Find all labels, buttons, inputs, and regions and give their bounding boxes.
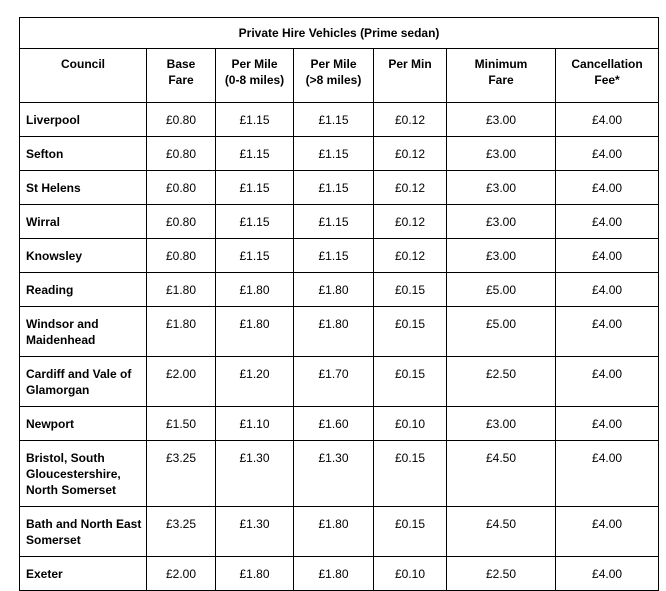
header-per-mile-0-8 (216, 49, 294, 103)
minimum-fare-cell: £3.00 (447, 103, 556, 137)
per-mile-0-8-cell: £1.15 (216, 171, 294, 205)
per-mile-over-8-cell: £1.15 (294, 205, 374, 239)
council-name-cell (20, 407, 147, 441)
council-name-cell (20, 205, 147, 239)
base-fare-cell: £2.00 (147, 357, 216, 407)
cancellation-fee-cell: £4.00 (556, 357, 659, 407)
header-minimum-fare (447, 49, 556, 103)
per-min-cell: £0.15 (374, 307, 447, 357)
cancellation-fee-cell: £4.00 (556, 507, 659, 557)
table-row (20, 137, 659, 171)
base-fare-cell: £2.00 (147, 557, 216, 591)
council-name-cell (20, 103, 147, 137)
minimum-fare-cell: £2.50 (447, 357, 556, 407)
per-mile-0-8-cell: £1.15 (216, 205, 294, 239)
per-min-cell: £0.10 (374, 557, 447, 591)
council-name-cell (20, 557, 147, 591)
cell-text-line: North Somerset (26, 483, 117, 497)
cancellation-fee-cell: £4.00 (556, 171, 659, 205)
per-mile-0-8-cell: £1.30 (216, 441, 294, 507)
per-min-cell: £0.12 (374, 103, 447, 137)
minimum-fare-cell: £3.00 (447, 239, 556, 273)
cell-text-line: Council (61, 57, 105, 71)
per-mile-0-8-cell: £1.20 (216, 357, 294, 407)
base-fare-cell: £3.25 (147, 507, 216, 557)
council-name-cell (20, 307, 147, 357)
per-mile-over-8-cell: £1.80 (294, 307, 374, 357)
per-min-cell: £0.12 (374, 137, 447, 171)
minimum-fare-cell: £4.50 (447, 441, 556, 507)
header-per-min (374, 49, 447, 103)
per-mile-over-8-cell: £1.60 (294, 407, 374, 441)
per-mile-0-8-cell: £1.80 (216, 557, 294, 591)
header-base-fare (147, 49, 216, 103)
cell-text-line: Cardiff and Vale of (26, 367, 132, 381)
base-fare-cell: £1.80 (147, 273, 216, 307)
minimum-fare-cell: £5.00 (447, 273, 556, 307)
per-mile-0-8-cell: £1.80 (216, 273, 294, 307)
fare-table (19, 17, 659, 591)
table-title: Private Hire Vehicles (Prime sedan) (20, 18, 659, 49)
per-min-cell: £0.12 (374, 239, 447, 273)
minimum-fare-cell: £3.00 (447, 205, 556, 239)
cell-text-line: Glamorgan (26, 383, 90, 397)
cell-text-line: Knowsley (26, 249, 83, 263)
minimum-fare-cell: £3.00 (447, 137, 556, 171)
cancellation-fee-cell: £4.00 (556, 205, 659, 239)
cell-text-line: Minimum (474, 57, 528, 71)
cell-text-line: Per Min (388, 57, 432, 71)
council-name-cell (20, 137, 147, 171)
cancellation-fee-cell: £4.00 (556, 239, 659, 273)
per-min-cell: £0.15 (374, 507, 447, 557)
table-row (20, 507, 659, 557)
base-fare-cell: £0.80 (147, 239, 216, 273)
header-council (20, 49, 147, 103)
per-min-cell: £0.15 (374, 357, 447, 407)
cell-text-line: Windsor and (26, 317, 99, 331)
per-min-cell: £0.10 (374, 407, 447, 441)
cell-text-line: (>8 miles) (305, 73, 362, 87)
per-min-cell: £0.12 (374, 205, 447, 239)
table-row (20, 171, 659, 205)
per-mile-0-8-cell: £1.15 (216, 103, 294, 137)
base-fare-cell: £0.80 (147, 171, 216, 205)
table-row (20, 407, 659, 441)
minimum-fare-cell: £3.00 (447, 407, 556, 441)
base-fare-cell: £1.80 (147, 307, 216, 357)
per-mile-0-8-cell: £1.15 (216, 239, 294, 273)
per-mile-over-8-cell: £1.80 (294, 507, 374, 557)
per-mile-0-8-cell: £1.15 (216, 137, 294, 171)
base-fare-cell: £0.80 (147, 137, 216, 171)
per-mile-over-8-cell: £1.15 (294, 171, 374, 205)
per-mile-over-8-cell: £1.80 (294, 557, 374, 591)
council-name-cell (20, 239, 147, 273)
cell-text-line: Bristol, South (26, 451, 105, 465)
table-body (20, 103, 659, 591)
cancellation-fee-cell: £4.00 (556, 137, 659, 171)
base-fare-cell: £0.80 (147, 103, 216, 137)
column-header-row (20, 49, 659, 103)
cell-text-line: Reading (26, 283, 74, 297)
table-row (20, 103, 659, 137)
per-mile-over-8-cell: £1.15 (294, 137, 374, 171)
cancellation-fee-cell: £4.00 (556, 307, 659, 357)
minimum-fare-cell: £5.00 (447, 307, 556, 357)
cancellation-fee-cell: £4.00 (556, 103, 659, 137)
cell-text-line: (0-8 miles) (224, 73, 285, 87)
per-mile-0-8-cell: £1.30 (216, 507, 294, 557)
council-name-cell (20, 357, 147, 407)
cell-text-line: Per Mile (231, 57, 278, 71)
per-mile-0-8-cell: £1.10 (216, 407, 294, 441)
cancellation-fee-cell: £4.00 (556, 441, 659, 507)
cell-text-line: Newport (26, 417, 74, 431)
table-row (20, 205, 659, 239)
per-mile-over-8-cell: £1.30 (294, 441, 374, 507)
cell-text-line: Wirral (26, 215, 60, 229)
per-mile-over-8-cell: £1.15 (294, 239, 374, 273)
header-per-mile-over-8 (294, 49, 374, 103)
table-row (20, 357, 659, 407)
cell-text-line: Bath and North East (26, 517, 142, 531)
cell-text-line: Exeter (26, 567, 63, 581)
cell-text-line: Maidenhead (26, 333, 96, 347)
minimum-fare-cell: £4.50 (447, 507, 556, 557)
council-name-cell (20, 171, 147, 205)
base-fare-cell: £0.80 (147, 205, 216, 239)
minimum-fare-cell: £2.50 (447, 557, 556, 591)
per-min-cell: £0.15 (374, 273, 447, 307)
cancellation-fee-cell: £4.00 (556, 407, 659, 441)
base-fare-cell: £1.50 (147, 407, 216, 441)
cell-text-line: Cancellation (571, 57, 643, 71)
cell-text-line: Base (166, 57, 196, 71)
cell-text-line: Sefton (26, 147, 64, 161)
per-min-cell: £0.12 (374, 171, 447, 205)
council-name-cell (20, 507, 147, 557)
cell-text-line: Liverpool (26, 113, 81, 127)
base-fare-cell: £3.25 (147, 441, 216, 507)
cancellation-fee-cell: £4.00 (556, 273, 659, 307)
cell-text-line: Fare (488, 73, 514, 87)
per-min-cell: £0.15 (374, 441, 447, 507)
per-mile-over-8-cell: £1.80 (294, 273, 374, 307)
table-row (20, 239, 659, 273)
header-cancellation-fee (556, 49, 659, 103)
cell-text-line: Fare (168, 73, 194, 87)
cell-text-line: St Helens (26, 181, 81, 195)
minimum-fare-cell: £3.00 (447, 171, 556, 205)
table-row (20, 273, 659, 307)
table-row (20, 557, 659, 591)
council-name-cell (20, 273, 147, 307)
cancellation-fee-cell: £4.00 (556, 557, 659, 591)
cell-text-line: Gloucestershire, (26, 467, 121, 481)
cell-text-line: Somerset (26, 533, 81, 547)
cell-text-line: Per Mile (310, 57, 357, 71)
cell-text-line: Fee* (594, 73, 620, 87)
table-row (20, 441, 659, 507)
table-row (20, 307, 659, 357)
per-mile-0-8-cell: £1.80 (216, 307, 294, 357)
per-mile-over-8-cell: £1.70 (294, 357, 374, 407)
council-name-cell (20, 441, 147, 507)
per-mile-over-8-cell: £1.15 (294, 103, 374, 137)
